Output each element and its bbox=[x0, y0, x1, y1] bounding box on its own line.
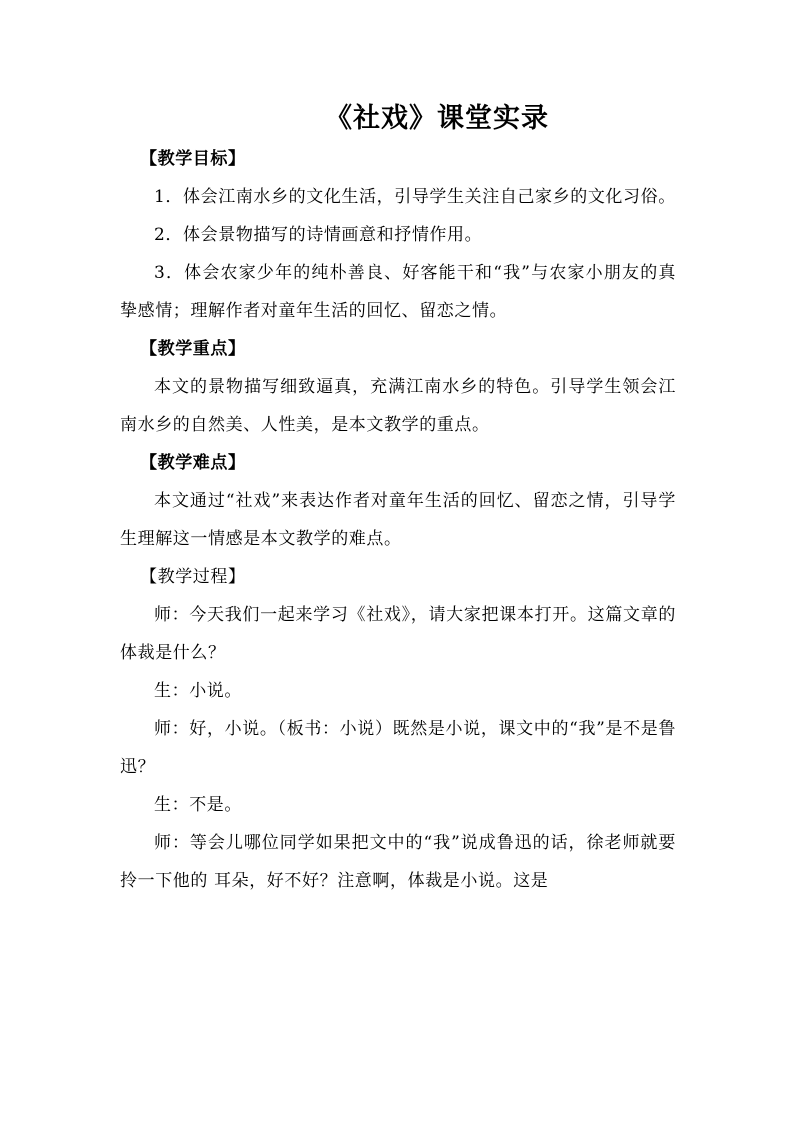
paragraph-objective-2: 2．体会景物描写的诗情画意和抒情作用。 bbox=[154, 225, 483, 245]
section-heading-key-points: 【教学重点】 bbox=[140, 339, 246, 359]
dialogue-line-1: 师：今天我们一起来学习《社戏》，请大家把课本打开。这篇文章的体裁是什么？ bbox=[120, 605, 676, 663]
paragraph-key-points: 本文的景物描写细致逼真，充满江南水乡的特色。引导学生领会江南水乡的自然美、人性美，是本文教学的重点。 bbox=[120, 377, 676, 435]
paragraph-objective-1: 1．体会江南水乡的文化生活，引导学生关注自己家乡的文化习俗。 bbox=[154, 187, 676, 207]
section-heading-objectives: 【教学目标】 bbox=[140, 149, 246, 169]
dialogue-line-5: 师：等会儿哪位同学如果把文中的“我”说成鲁迅的话，徐老师就要拎一下他的 耳朵，好不好？注意啊，体裁是小说。这是 bbox=[120, 833, 676, 891]
document-title: 《社戏》课堂实录 bbox=[325, 103, 549, 134]
paragraph-objective-3: 3．体会农家少年的纯朴善良、好客能干和“我”与农家小朋友的真挚感情；理解作者对童年生活的回忆、留恋之情。 bbox=[120, 263, 676, 321]
document-body bbox=[120, 140, 676, 900]
dialogue-line-4: 生：不是。 bbox=[154, 795, 242, 815]
section-heading-process: 【教学过程】 bbox=[140, 567, 246, 587]
paragraph-difficulties: 本文通过“社戏”来表达作者对童年生活的回忆、留恋之情，引导学生理解这一情感是本文教学的难点。 bbox=[120, 491, 676, 549]
dialogue-line-3: 师：好，小说。（板书：小说）既然是小说，课文中的“我”是不是鲁迅？ bbox=[120, 719, 676, 777]
section-heading-difficulties: 【教学难点】 bbox=[140, 453, 246, 473]
dialogue-line-2: 生：小说。 bbox=[154, 681, 242, 701]
